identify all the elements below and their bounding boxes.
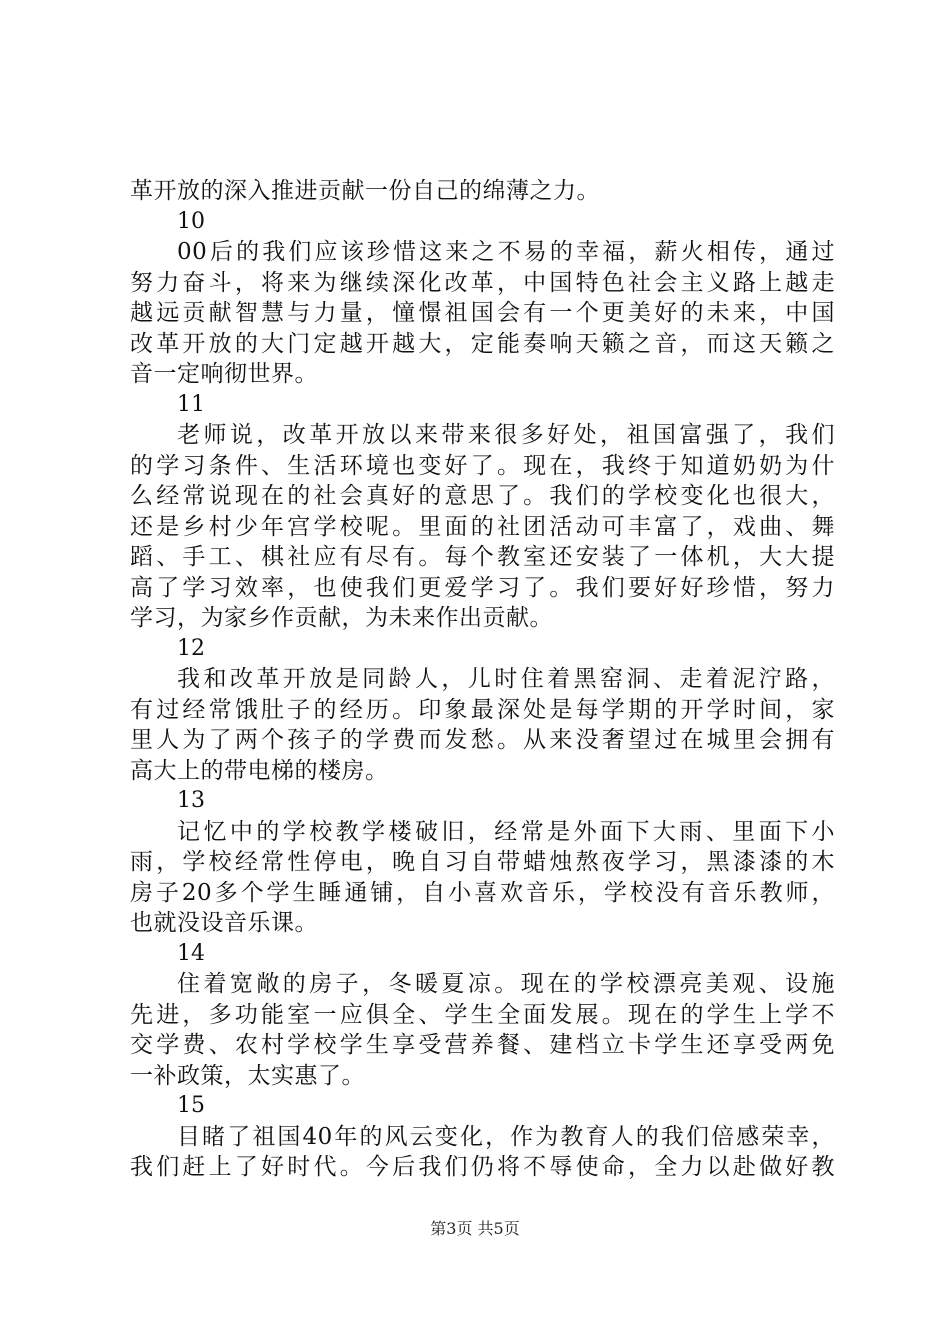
text-line: 么经常说现在的社会真好的意思了。我们的学校变化也很大，	[130, 483, 835, 509]
section-number: 10	[177, 208, 205, 234]
text-line: 高大上的带电梯的楼房。	[130, 757, 389, 784]
page-footer: 第3页 共5页	[430, 1219, 520, 1238]
paragraph	[130, 817, 835, 939]
document-body	[130, 176, 835, 1183]
text-line: 00后的我们应该珍惜这来之不易的幸福，薪火相传，通过	[177, 239, 835, 265]
text-line: 雨，学校经常性停电，晚自习自带蜡烛熬夜学习，黑漆漆的木	[130, 849, 835, 875]
text-line: 改革开放的大门定越开越大，定能奏响天籁之音，而这天籁之	[130, 330, 835, 357]
text-line: 记忆中的学校教学楼破旧，经常是外面下大雨、里面下小	[177, 818, 835, 845]
text-line: 蹈、手工、棋社应有尽有。每个教室还安装了一体机，大大提	[130, 544, 835, 570]
text-line: 有过经常饿肚子的经历。印象最深处是每学期的开学时间，家	[130, 696, 835, 723]
text-line: 交学费、农村学校学生享受营养餐、建档立卡学生还享受两免	[130, 1032, 835, 1058]
text-line: 一补政策，太实惠了。	[130, 1062, 365, 1089]
section-number: 15	[177, 1093, 205, 1118]
paragraph	[130, 176, 835, 207]
text-line: 也就没设音乐课。	[130, 910, 318, 936]
text-line: 的学习条件、生活环境也变好了。现在，我终于知道奶奶为什	[130, 452, 835, 479]
text-line: 老师说，改革开放以来带来很多好处，祖国富强了，我们	[177, 422, 835, 448]
text-line: 学习，为家乡作贡献，为未来作出贡献。	[130, 605, 553, 631]
section-number: 12	[177, 635, 205, 661]
text-line: 住着宽敞的房子，冬暖夏凉。现在的学校漂亮美观、设施	[177, 971, 835, 997]
text-line: 房子20多个学生睡通铺，自小喜欢音乐，学校没有音乐教师，	[130, 879, 835, 906]
text-line: 我和改革开放是同龄人，儿时住着黑窑洞、走着泥泞路，	[177, 666, 835, 692]
section-number: 13	[177, 788, 205, 813]
text-line: 我们赶上了好时代。今后我们仍将不辱使命，全力以赴做好教	[130, 1154, 835, 1180]
text-line: 音一定响彻世界。	[130, 361, 318, 387]
text-line: 先进，多功能室一应俱全、学生全面发展。现在的学生上学不	[130, 1001, 835, 1028]
paragraph	[130, 664, 835, 786]
text-line: 努力奋斗，将来为继续深化改革，中国特色社会主义路上越走	[130, 269, 835, 296]
section-number: 11	[177, 391, 205, 417]
text-line: 目睹了祖国40年的风云变化，作为教育人的我们倍感荣幸，	[177, 1123, 835, 1150]
text-line: 越远贡献智慧与力量，憧憬祖国会有一个更美好的未来，中国	[130, 300, 835, 326]
paragraph	[130, 1122, 835, 1183]
section-number: 14	[177, 940, 205, 966]
text-line: 还是乡村少年宫学校呢。里面的社团活动可丰富了，戏曲、舞	[130, 513, 835, 540]
paragraph	[130, 237, 835, 390]
text-line: 革开放的深入推进贡献一份自己的绵薄之力。	[130, 178, 600, 204]
paragraph	[130, 969, 835, 1091]
paragraph	[130, 420, 835, 634]
text-line: 高了学习效率，也使我们更爱学习了。我们要好好珍惜，努力	[130, 574, 835, 601]
text-line: 里人为了两个孩子的学费而发愁。从来没奢望过在城里会拥有	[130, 727, 835, 753]
